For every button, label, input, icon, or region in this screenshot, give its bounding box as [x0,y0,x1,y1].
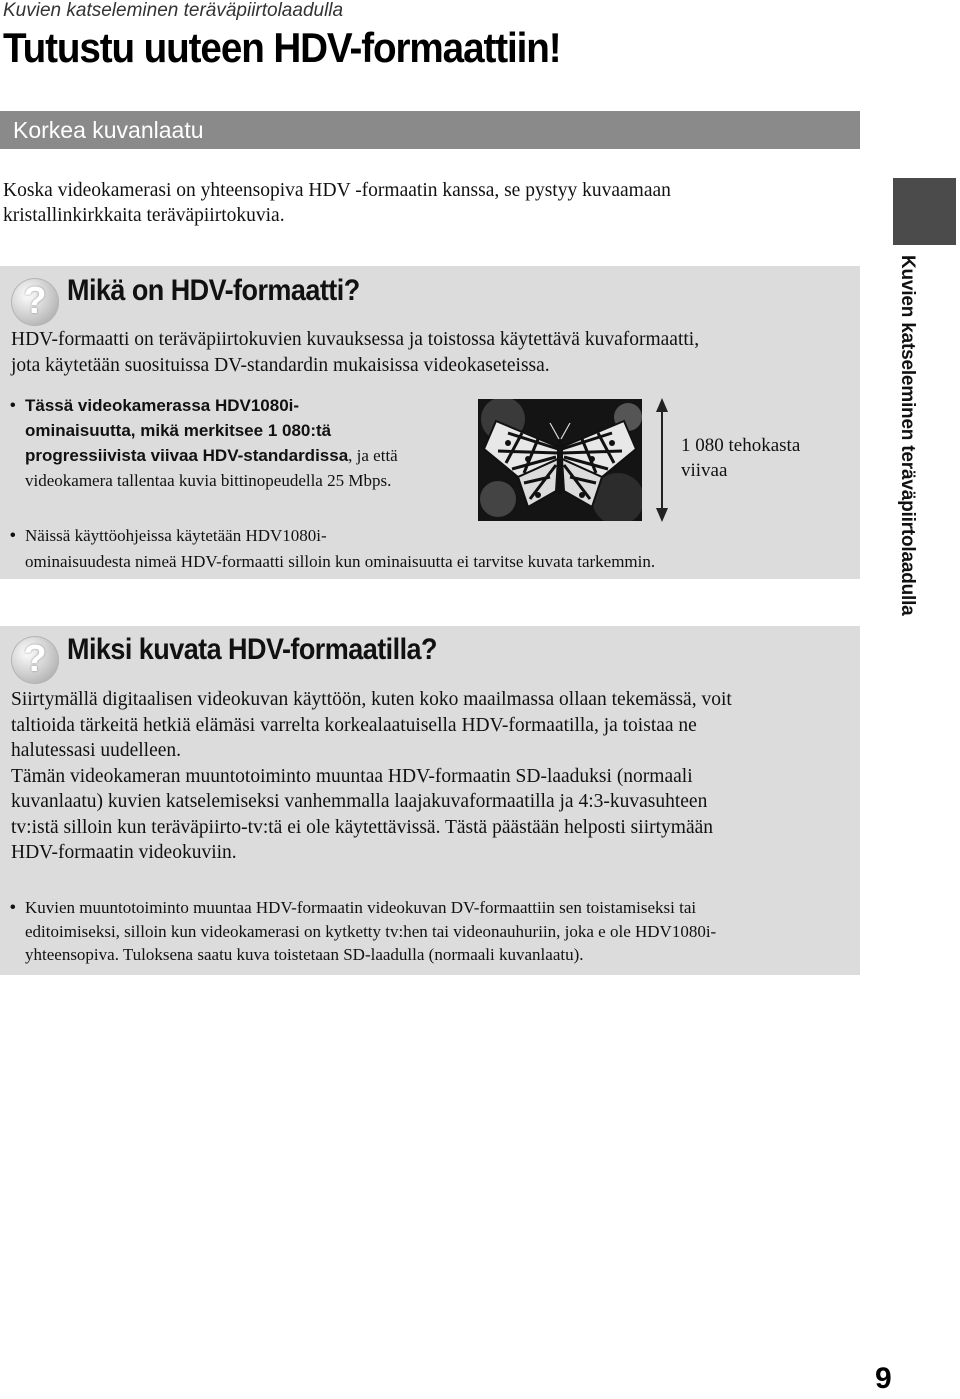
section-bar-label: Korkea kuvanlaatu [13,117,204,143]
intro-line: kristallinkirkkaita teräväpiirtokuvia. [3,205,285,226]
caption-line: 1 080 tehokasta [681,435,801,456]
page-number: 9 [875,1362,892,1395]
chapter-tab-label: Kuvien katseleminen teräväpiirtolaadulla [897,255,918,616]
question-mark-icon: ? [11,278,59,326]
double-arrow-icon [652,398,672,522]
butterfly-icon [478,399,642,521]
bullet-bold-text: ominaisuutta, mikä merkitsee 1 080:tä [25,421,332,440]
bullet-dot: • [10,527,16,544]
para-line: jota käytetään suosituissa DV-standardin mukaisissa videokaseteissa. [11,354,550,376]
bullet-dot: • [10,397,16,414]
bullet-text: Kuvien muuntotoiminto muuntaa HDV-formaatin videokuvan DV-formaattiin sen toistamiseksi tai [25,898,697,917]
bullet-text: yhteensopiva. Tuloksena saatu kuva toistetaan SD-laadulla (normaali kuvanlaatu). [25,945,584,964]
para-line: HDV-formaatti on teräväpiirtokuvien kuvauksessa ja toistossa käytettävä kuvaformaatti, [11,329,700,350]
arrow-caption [681,433,841,483]
bullet-bold-text: progressiivista viivaa HDV-standardissa [25,446,349,465]
para-line: taltioida tärkeitä hetkiä elämäsi varrelta korkealaatuisella HDV-formaatilla, ja toistaa ne [11,714,697,736]
butterfly-photo [478,399,642,521]
bullet-conversion-note [10,897,855,968]
caption-line: viivaa [681,460,728,481]
para-line: Siirtymällä digitaalisen videokuvan käyttöön, kuten koko maailmassa ollaan tekemässä, voit [11,689,732,710]
info-box-why-hdv [0,626,860,975]
box-paragraph [11,687,856,866]
question-mark-icon: ? [11,636,59,684]
bullet-text: Näissä käyttöohjeissa käytetään HDV1080i- [25,526,327,545]
chapter-tab [893,178,956,245]
bullet-text: editoimiseksi, silloin kun videokamerasi on kytketty tv:hen tai videonauhuriin, joka e ole HDV1080i- [25,921,717,941]
box-paragraph [11,327,851,378]
section-bar [0,111,860,149]
bullet-dot: • [10,899,16,916]
para-line: tv:istä silloin kun teräväpiirto-tv:tä ei ole käytettävissä. Tästä päästään helposti siirtymään [11,816,713,838]
running-header: Kuvien katseleminen teräväpiirtolaadulla [3,0,344,21]
para-line: Tämän videokameran muuntotoiminto muuntaa HDV-formaatin SD-laaduksi (normaali [11,765,693,787]
box-title: Miksi kuvata HDV-formaatilla? [67,633,437,666]
bullet-text: , ja että [348,446,398,465]
bullet-bold-text: Tässä videokamerassa HDV1080i- [25,396,300,415]
page-title: Tutustu uuteen HDV-formaattiin! [3,24,561,71]
info-box-what-is-hdv [0,266,860,579]
intro-paragraph [3,178,853,228]
bullet-hdv1080i [10,394,475,494]
bullet-text: ominaisuudesta nimeä HDV-formaatti silloin kun ominaisuutta ei tarvitse kuvata tarkemmin. [25,552,656,571]
para-line: kuvanlaatu) kuvien katselemiseksi vanhemmalla laajakuvaformaatilla ja 4:3-kuvasuhteen [11,791,708,812]
para-line: halutessasi uudelleen. [11,740,182,761]
intro-line: Koska videokamerasi on yhteensopiva HDV -formaatin kanssa, se pystyy kuvaamaan [3,180,671,201]
bullet-naming-note [10,523,855,575]
para-line: HDV-formaatin videokuviin. [11,842,237,863]
bullet-text: videokamera tallentaa kuvia bittinopeudella 25 Mbps. [25,471,392,490]
box-title: Mikä on HDV-formaatti? [67,274,360,307]
